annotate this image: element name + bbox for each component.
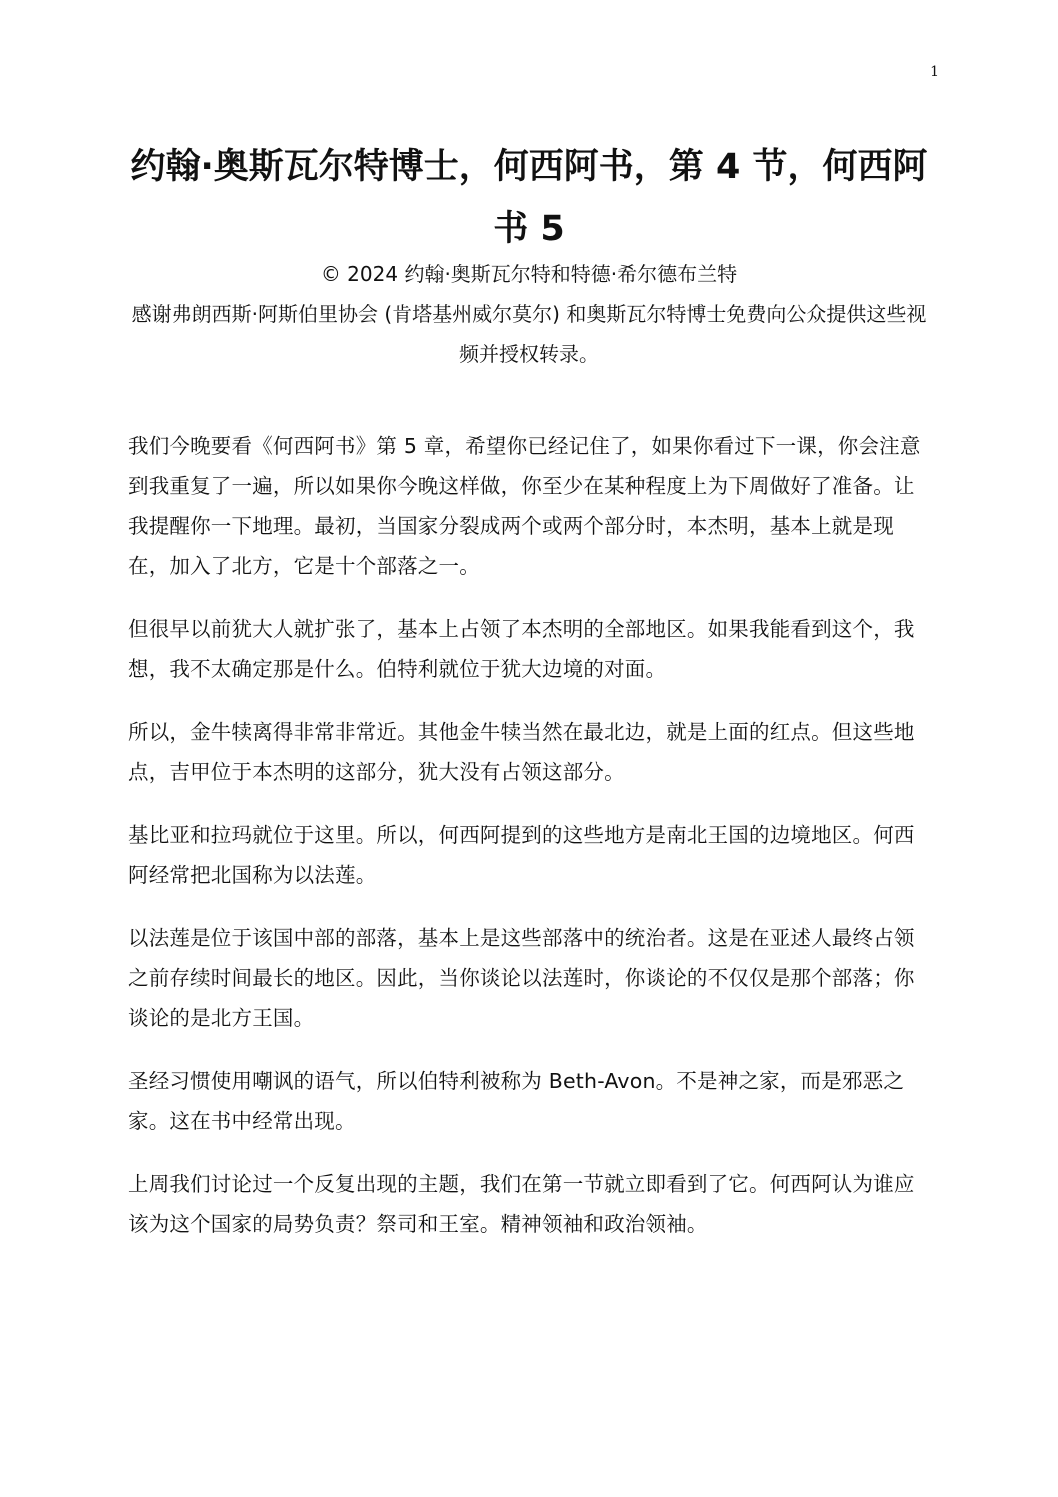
paragraph: 我们今晚要看《何西阿书》第 5 章，希望你已经记住了，如果你看过下一课，你会注意到我重复了一遍，所以如果你今晚这样做，你至少在某种程度上为下周做好了准备。让我提醒你一下地理。最初，当国家分裂成两个或两个部分时，本杰明，基本上就是现在，加入了北方，它是十个部落之一。 [128, 434, 921, 578]
page-number: 1 [930, 64, 939, 80]
paragraph: 但很早以前犹大人就扩张了，基本上占领了本杰明的全部地区。如果我能看到这个，我想，我不太确定那是什么。伯特利就位于犹大边境的对面。 [128, 617, 915, 681]
acknowledgement: 感谢弗朗西斯·阿斯伯里协会 (肯塔基州威尔莫尔) 和奥斯瓦尔特博士免费向公众提供这些视频并授权转录。 [131, 302, 927, 366]
document-title: 约翰·奥斯瓦尔特博士，何西阿书，第 4 节，何西阿书 5 [130, 147, 928, 249]
paragraph: 以法莲是位于该国中部的部落，基本上是这些部落中的统治者。这是在亚述人最终占领之前存续时间最长的地区。因此，当你谈论以法莲时，你谈论的不仅仅是那个部落；你谈论的是北方王国。 [128, 926, 915, 1030]
paragraph: 圣经习惯使用嘲讽的语气，所以伯特利被称为 Beth-Avon。不是神之家，而是邪恶之家。这在书中经常出现。 [128, 1069, 905, 1133]
paragraph: 所以，金牛犊离得非常非常近。其他金牛犊当然在最北边，就是上面的红点。但这些地点，吉甲位于本杰明的这部分，犹大没有占领这部分。 [128, 720, 915, 784]
copyright-line: © 2024 约翰·奥斯瓦尔特和特德·希尔德布兰特 [320, 262, 738, 286]
document-body [128, 426, 928, 1267]
paragraph: 上周我们讨论过一个反复出现的主题，我们在第一节就立即看到了它。何西阿认为谁应该为这个国家的局势负责？祭司和王室。精神领袖和政治领袖。 [128, 1172, 915, 1236]
paragraph: 基比亚和拉玛就位于这里。所以，何西阿提到的这些地方是南北王国的边境地区。何西阿经常把北国称为以法莲。 [128, 823, 915, 887]
